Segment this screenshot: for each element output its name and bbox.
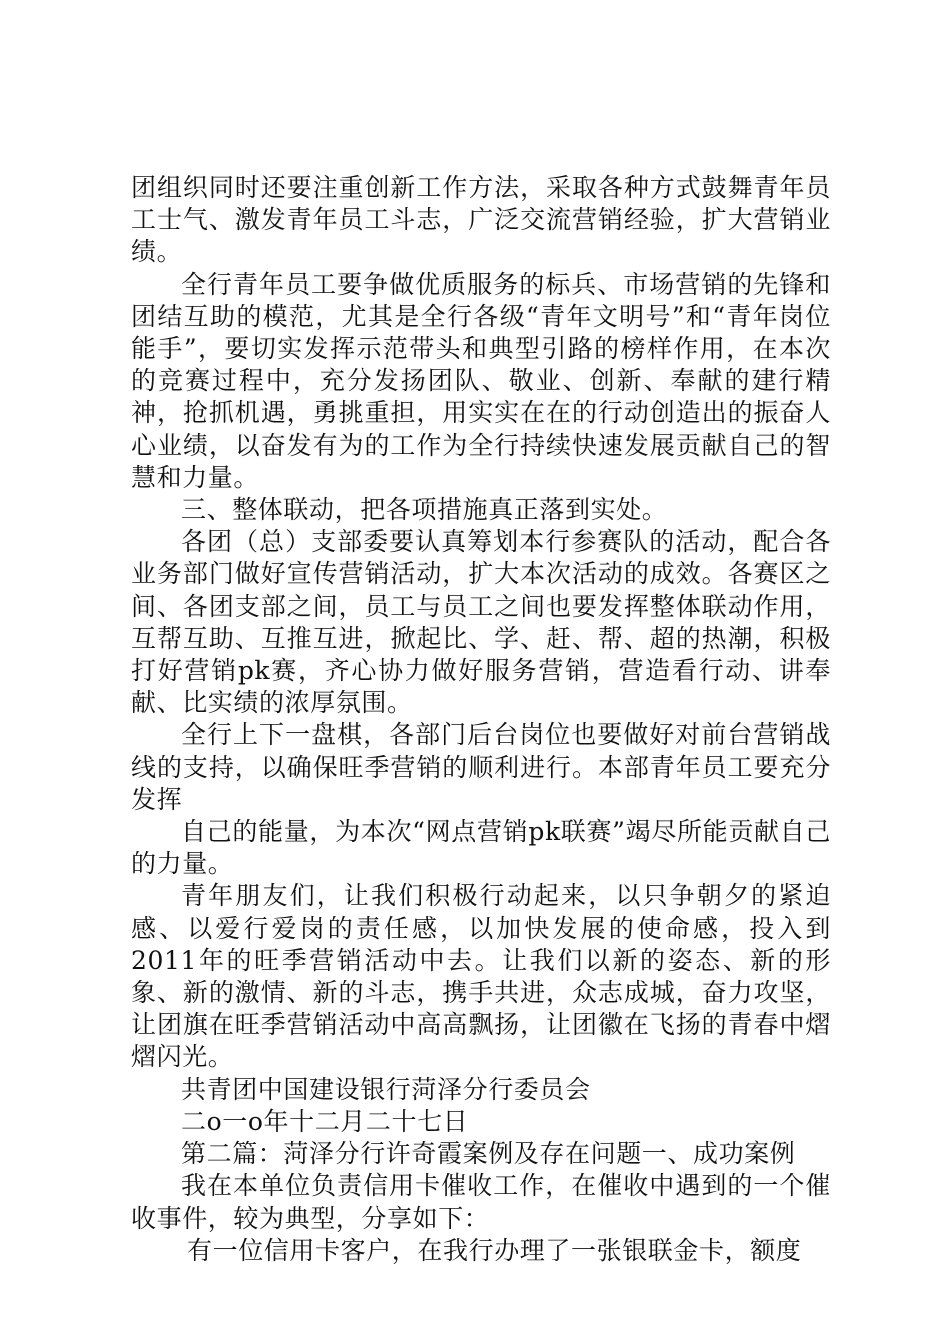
paragraph-12: 有一位信用卡客户，在我行办理了一张银联金卡，额度 — [187, 1235, 802, 1265]
document-body — [131, 172, 831, 1267]
paragraph-2: 全行青年员工要争做优质服务的标兵、市场营销的先锋和团结互助的模范，尤其是全行各级“青年文明号”和“青年岗位能手”，要切实发挥示范带头和典型引路的榜样作用，在本次的竞赛过程中，充分发扬团队、敬业、创新、奉献的建行精神，抢抓机遇，勇挑重担，用实实在在的行动创造出的振奋人心业绩，以奋发有为的工作为全行持续快速发展贡献自己的智慧和力量。 — [131, 269, 831, 492]
paragraph-7: 青年朋友们，让我们积极行动起来，以只争朝夕的紧迫感、以爱行爱岗的责任感，以加快发展的使命感，投入到2011年的旺季营销活动中去。让我们以新的姿态、新的形象、新的激情、新的斗志，携手共进，众志成城，奋力攻坚，让团旗在旺季营销活动中高高飘扬，让团徽在飞扬的青春中熠熠闪光。 — [131, 881, 831, 1072]
paragraph-4: 各团（总）支部委要认真筹划本行参赛队的活动，配合各业务部门做好宣传营销活动，扩大本次活动的成效。各赛区之间、各团支部之间，员工与员工之间也要发挥整体联动作用，互帮互助、互推互进，掀起比、学、赶、帮、超的热潮，积极打好营销pk赛，齐心协力做好服务营销，营造看行动、讲奉献、比实绩的浓厚氛围。 — [131, 527, 831, 718]
paragraph-11: 我在本单位负责信用卡催收工作，在催收中遇到的一个催收事件，较为典型，分享如下： — [131, 1171, 831, 1233]
signature-date: 二o一o年十二月二十七日 — [181, 1106, 469, 1136]
paragraph-6: 自己的能量，为本次“网点营销pk联赛”竭尽所能贡献自己的力量。 — [131, 817, 831, 879]
chapter-title: 第二篇：菏泽分行许奇霞案例及存在问题一、成功案例 — [181, 1139, 796, 1169]
signature-organization: 共青团中国建设银行菏泽分行委员会 — [181, 1074, 591, 1104]
paragraph-5: 全行上下一盘棋，各部门后台岗位也要做好对前台营销战线的支持，以确保旺季营销的顺利进行。本部青年员工要充分发挥 — [131, 720, 831, 814]
section-heading-3: 三、整体联动，把各项措施真正落到实处。 — [181, 495, 668, 525]
paragraph-1: 团组织同时还要注重创新工作方法，采取各种方式鼓舞青年员工士气、激发青年员工斗志，广泛交流营销经验，扩大营销业绩。 — [131, 173, 831, 267]
